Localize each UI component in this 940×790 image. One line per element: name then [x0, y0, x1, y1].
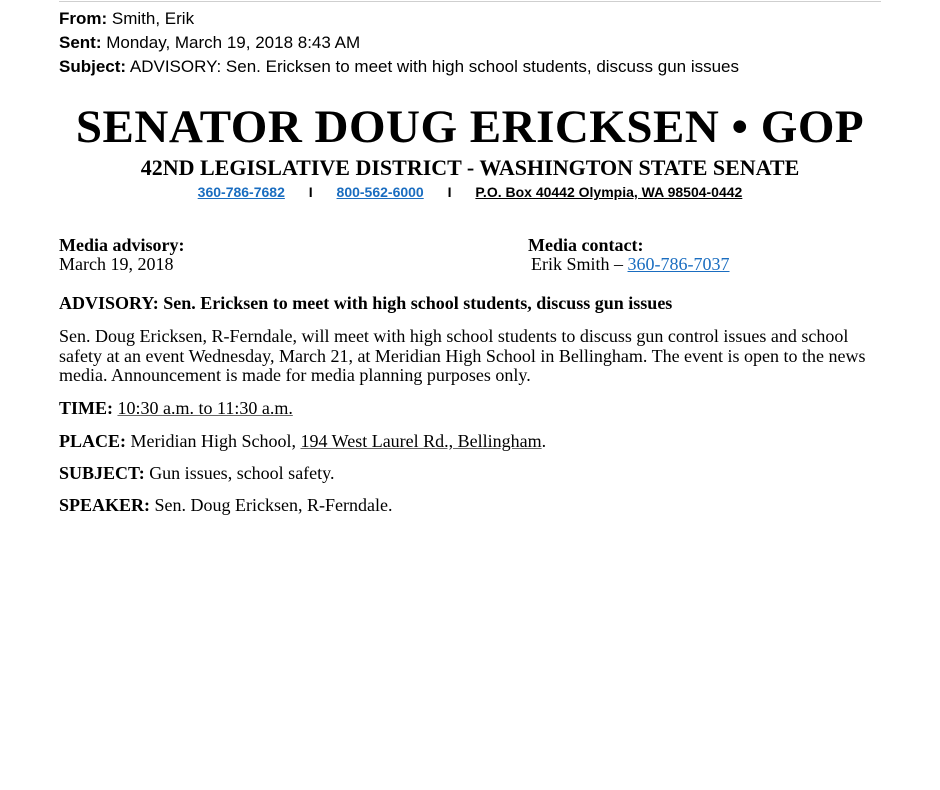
subject-field-value: Gun issues, school safety. [149, 463, 335, 483]
media-contact-label: Media contact: [528, 235, 644, 255]
time-line [59, 398, 293, 418]
top-divider [59, 1, 881, 2]
speaker-line [59, 495, 392, 515]
contact-separator: I [308, 184, 313, 200]
time-value: 10:30 a.m. to 11:30 a.m. [117, 398, 293, 418]
place-address: 194 West Laurel Rd., Bellingham [300, 431, 542, 451]
contact-name: Erik Smith – [531, 254, 628, 274]
phone-link-1[interactable]: 360-786-7682 [197, 184, 285, 200]
contact-phone-link[interactable]: 360-786-7037 [627, 254, 730, 274]
email-subject-line [59, 57, 739, 77]
phone-link-2[interactable]: 800-562-6000 [336, 184, 424, 200]
letterhead-contacts [0, 183, 940, 201]
time-label: TIME: [59, 398, 113, 418]
speaker-label: SPEAKER: [59, 495, 151, 515]
letterhead-title: SENATOR DOUG ERICKSEN • GOP [75, 101, 865, 153]
media-advisory-label: Media advisory: [59, 235, 185, 255]
sent-label: Sent: [59, 33, 102, 52]
sent-value: Monday, March 19, 2018 8:43 AM [106, 33, 361, 52]
subject-value: ADVISORY: Sen. Ericksen to meet with high school students, discuss gun issues [129, 57, 740, 76]
speaker-value: Sen. Doug Ericksen, R-Ferndale. [154, 495, 393, 515]
advisory-headline: ADVISORY: Sen. Ericksen to meet with high school students, discuss gun issues [59, 293, 673, 313]
from-value: Smith, Erik [111, 9, 195, 28]
subject-line [59, 463, 335, 483]
place-line: PLACE: Meridian High School, 194 West Laurel Rd., Bellingham. [59, 431, 547, 451]
place-label: PLACE: [59, 431, 126, 451]
email-sent-line [59, 33, 360, 53]
place-value: Meridian High School, [130, 431, 301, 451]
email-from-line [59, 9, 194, 29]
letterhead-subtitle: 42ND LEGISLATIVE DISTRICT - WASHINGTON STATE SENATE [140, 155, 800, 180]
contact-separator: I [447, 184, 452, 200]
mailing-address: P.O. Box 40442 Olympia, WA 98504-0442 [475, 184, 743, 200]
advisory-body: Sen. Doug Ericksen, R-Ferndale, will meet with high school students to discuss gun control issues and school safety at an event Wednesday, March 21, at Meridian High School in Bellingham. The event is open to the news media. Announcement is made for media planning purposes only. [59, 326, 866, 385]
advisory-date: March 19, 2018 [59, 254, 174, 274]
media-contact [531, 254, 730, 274]
from-label: From: [59, 9, 108, 28]
subject-field-label: SUBJECT: [59, 463, 145, 483]
subject-label: Subject: [59, 57, 127, 76]
